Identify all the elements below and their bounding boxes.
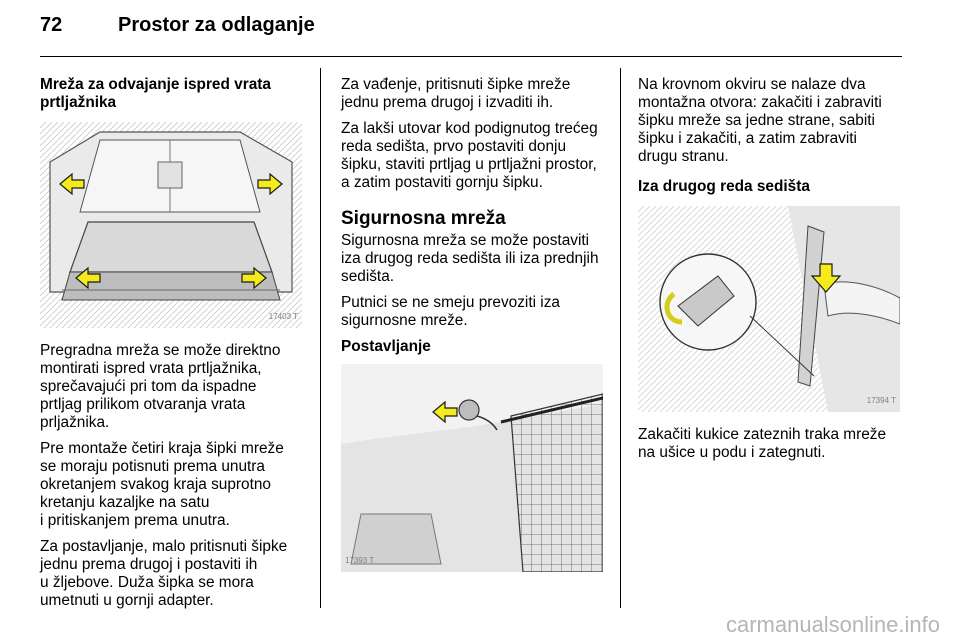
header-rule (40, 56, 902, 57)
trunk-illustration (40, 122, 302, 328)
subheading-behind-second-row: Iza drugog reda sedišta (638, 178, 810, 195)
paragraph: Za lakši utovar kod podignutog trećeg reda sedišta, prvo postaviti donju šipku, staviti prtljag u prtljažni prostor, a zatim postaviti gornju šipku. (341, 120, 598, 191)
figure-code: 17394 T (866, 396, 896, 405)
paragraph: Na krovnom okviru se nalaze dva montažna otvora: zakačiti i zabraviti šipku mreže sa jedne strane, sabiti šipku i zakačiti, a zatim zabraviti drugu stranu. (638, 76, 882, 165)
figure-net-mounting (341, 364, 603, 572)
net-mounting-illustration (341, 364, 603, 572)
figure-code: 17403 T (268, 312, 298, 321)
strap-hook-illustration (638, 206, 900, 412)
paragraph: Za vađenje, pritisnuti šipke mreže jednu prema drugoj i izvaditi ih. (341, 76, 571, 111)
column-2 (341, 76, 605, 586)
paragraph: Zakačiti kukice zateznih traka mreže na ušice u podu i zategnuti. (638, 426, 887, 461)
paragraph: Za postavljanje, malo pritisnuti šipke jednu prema drugoj i postaviti ih u žljebove. Duža šipka se mora umetnuti u gornji adapter. (40, 538, 288, 609)
column-divider-2 (620, 68, 621, 608)
section-heading-safety-net: Sigurnosna mreža (341, 208, 506, 229)
section-heading-trunk-net: Mreža za odvajanje ispred vrata prtljažnika (40, 76, 271, 111)
paragraph: Sigurnosna mreža se može postaviti iza drugog reda sedišta ili iza prednjih sedišta. (341, 232, 599, 285)
watermark: carmanualsonline.info (725, 612, 940, 637)
page-title: Prostor za odlaganje (118, 14, 315, 36)
paragraph: Putnici se ne smeju prevoziti iza sigurnosne mreže. (341, 294, 560, 329)
figure-code: 17393 T (345, 556, 375, 565)
subheading-installation: Postavljanje (341, 338, 431, 355)
column-1 (40, 76, 302, 618)
page-number: 72 (40, 14, 63, 36)
figure-trunk-net (40, 122, 302, 328)
paragraph: Pregradna mreža se može direktno montirati ispred vrata prtljažnika, sprečavajući pri tom da ispadne prtljag prilikom otvaranja vrata prljažnika. (40, 342, 281, 431)
figure-strap-hook (638, 206, 900, 412)
column-3 (638, 76, 904, 470)
column-divider-1 (320, 68, 321, 608)
paragraph: Pre montaže četiri kraja šipki mreže se moraju potisnuti prema unutra okretanjem svakog kraja suprotno kretanju kazaljke na satu i pritiskanjem prema unutra. (40, 440, 284, 529)
